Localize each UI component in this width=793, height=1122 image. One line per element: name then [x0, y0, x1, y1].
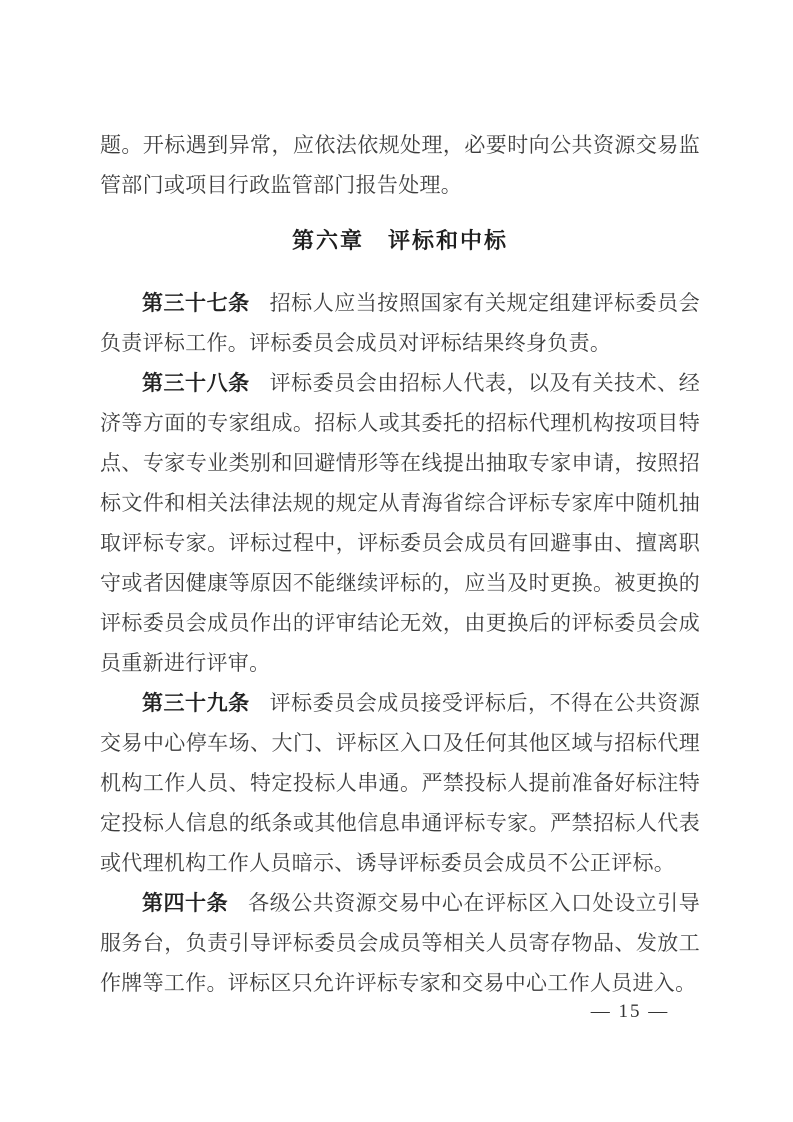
article-number: 第三十九条	[142, 691, 250, 715]
article-number: 第三十七条	[142, 291, 250, 315]
article-number: 第三十八条	[142, 371, 250, 395]
document-body	[100, 125, 700, 1003]
article-text: 评标委员会由招标人代表，以及有关技术、经济等方面的专家组成。招标人或其委托的招标代理机构按项目特点、专家专业类别和回避情形等在线提出抽取专家申请，按照招标文件和相关法律法规的规定从青海省综合评标专家库中随机抽取评标专家。评标过程中，评标委员会成员有回避事由、擅离职守或者因健康等原因不能继续评标的，应当及时更换。被更换的评标委员会成员作出的评审结论无效，由更换后的评标委员会成员重新进行评审。	[100, 371, 701, 675]
chapter-heading: 第六章 评标和中标	[291, 228, 508, 253]
article-text: 招标人应当按照国家有关规定组建评标委员会负责评标工作。评标委员会成员对评标结果终身负责。	[100, 291, 701, 355]
article-text: 评标委员会成员接受评标后，不得在公共资源交易中心停车场、大门、评标区入口及任何其他区域与招标代理机构工作人员、特定投标人串通。严禁投标人提前准备好标注特定投标人信息的纸条或其他信息串通评标专家。严禁招标人代表或代理机构工作人员暗示、诱导评标委员会成员不公正评标。	[100, 691, 701, 875]
paragraph-article-40	[100, 883, 700, 1003]
paragraph-article-37	[100, 283, 700, 363]
article-text: 各级公共资源交易中心在评标区入口处设立引导服务台，负责引导评标委员会成员等相关人员寄存物品、发放工作牌等工作。评标区只允许评标专家和交易中心工作人员进入。	[100, 891, 700, 995]
paragraph-article-38	[100, 363, 700, 683]
page-number: — 15 —	[590, 1001, 670, 1022]
paragraph-continuation: 题。开标遇到异常，应依法依规处理，必要时向公共资源交易监管部门或项目行政监管部门报告处理。	[100, 133, 700, 197]
paragraph-article-39	[100, 683, 700, 883]
article-number: 第四十条	[142, 891, 229, 915]
